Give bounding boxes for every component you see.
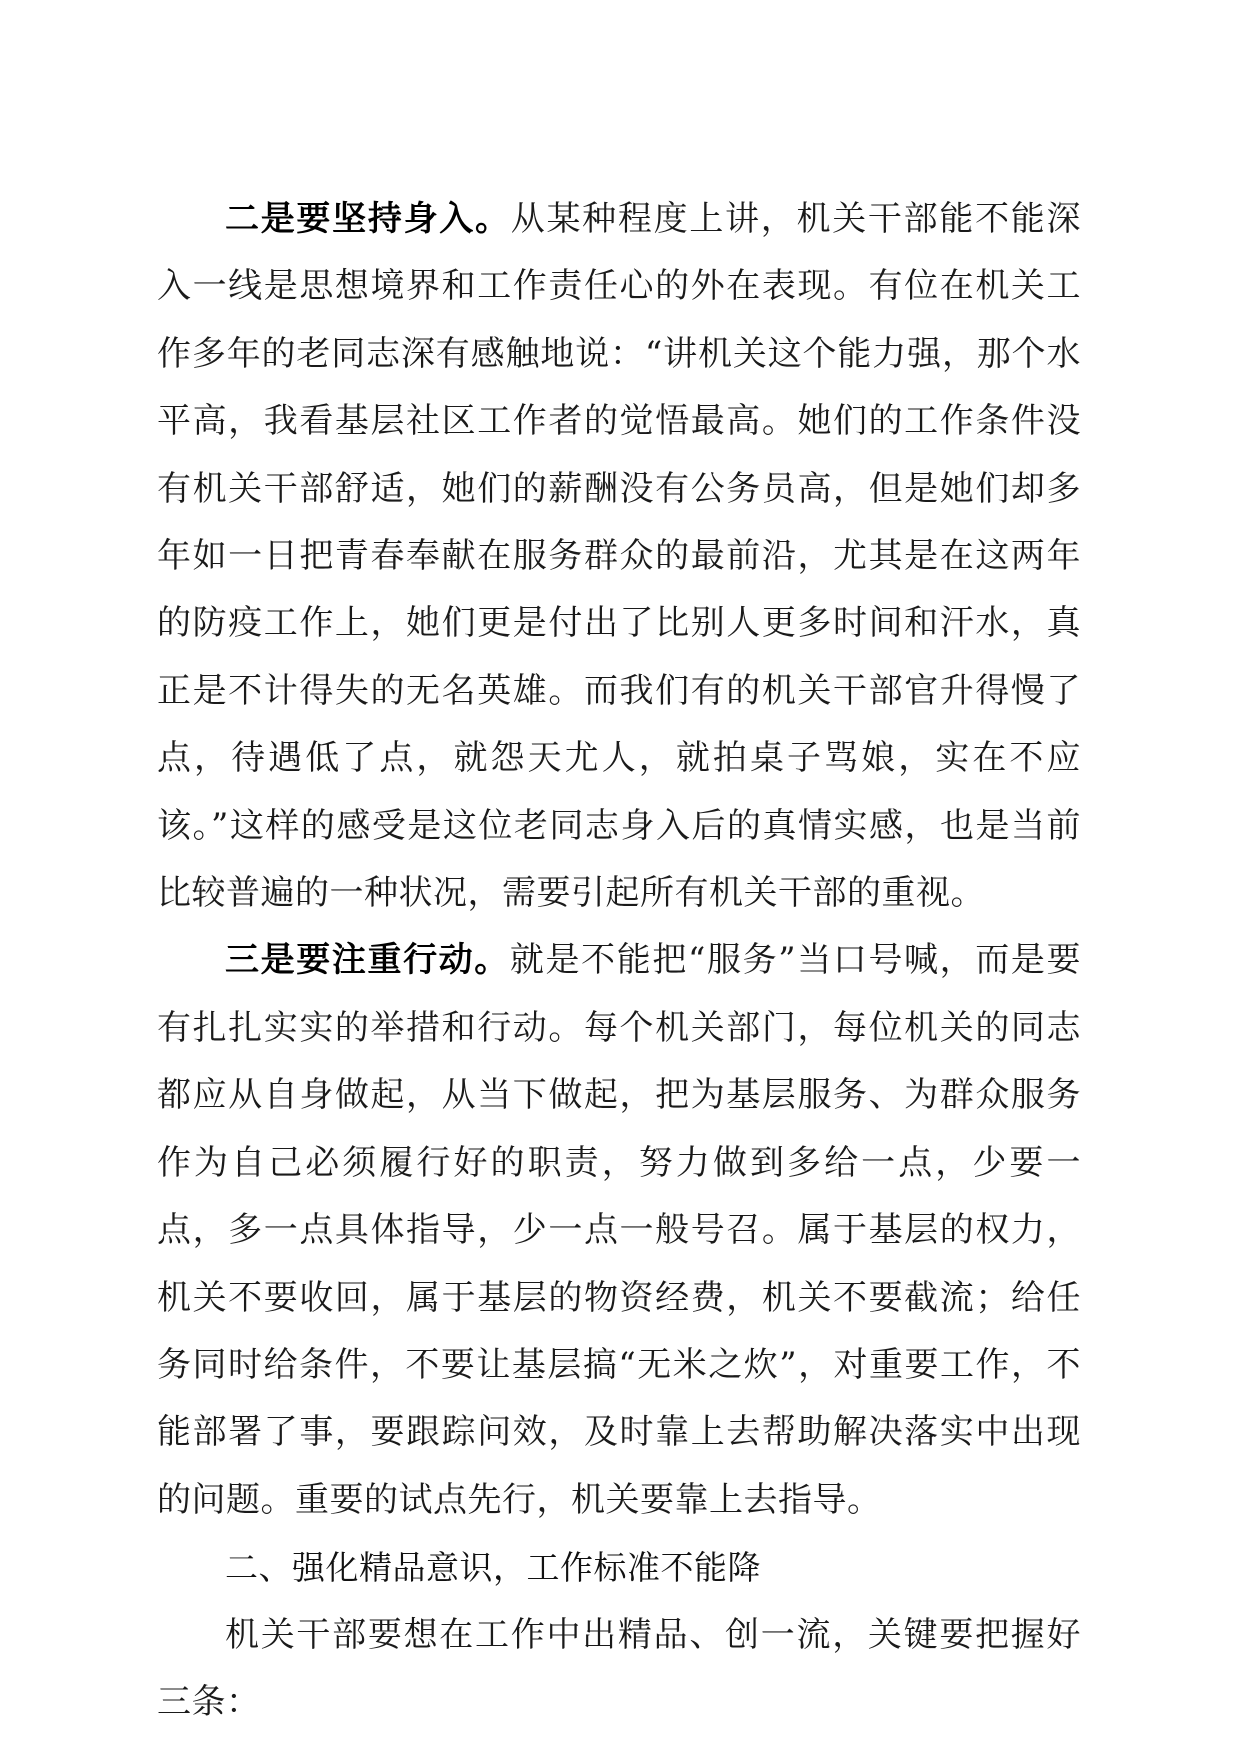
paragraph-shenru	[157, 186, 1081, 927]
document-body	[157, 186, 1081, 1736]
section-heading: 二、强化精品意识，工作标准不能降	[225, 1548, 761, 1588]
paragraph-xingdong	[157, 927, 1081, 1534]
paragraph-text: 就是不能把“服务”当口号喊，而是要有扎扎实实的举措和行动。每个机关部门，每位机关的同志都应从自身做起，从当下做起，把为基层服务、为群众服务作为自己必须履行好的职责，努力做到多给一点，少要一点，多一点具体指导，少一点一般号召。属于基层的权力，机关不要收回，属于基层的物资经费，机关不要截流；给任务同时给条件，不要让基层搞“无米之炊”，对重要工作，不能部署了事，要跟踪问效，及时靠上去帮助解决落实中出现的问题。重要的试点先行，机关要靠上去指导。	[157, 940, 1082, 1520]
paragraph-lead: 二是要坚持身入。	[225, 199, 511, 239]
paragraph-text: 从某种程度上讲，机关干部能不能深入一线是思想境界和工作责任心的外在表现。有位在机关工作多年的老同志深有感触地说：“讲机关这个能力强，那个水平高，我看基层社区工作者的觉悟最高。她们的工作条件没有机关干部舒适，她们的薪酬没有公务员高，但是她们却多年如一日把青春奉献在服务群众的最前沿，尤其是在这两年的防疫工作上，她们更是付出了比别人更多时间和汗水，真正是不计得失的无名英雄。而我们有的机关干部官升得慢了点，待遇低了点，就怨天尤人，就拍桌子骂娘，实在不应该。”这样的感受是这位老同志身入后的真情实感，也是当前比较普遍的一种状况，需要引起所有机关干部的重视。	[157, 199, 1082, 914]
paragraph-lead: 三是要注重行动。	[225, 940, 510, 981]
paragraph-intro: 机关干部要想在工作中出精品、创一流，关键要把握好三条：	[157, 1614, 1081, 1722]
